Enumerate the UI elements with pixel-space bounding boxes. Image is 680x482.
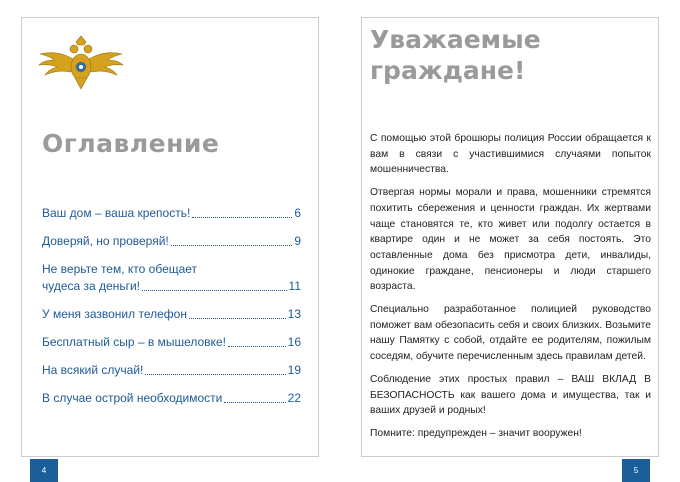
table-of-contents: [42, 205, 301, 407]
page-number-right: 5: [622, 459, 650, 482]
toc-item-label: В случае острой необходимости: [42, 391, 223, 405]
toc-item[interactable]: [42, 306, 301, 323]
paragraph: Отвергая нормы морали и права, мошенники стремятся похитить сбережения и ценности граждан. Их жертвами чаще становятся те, кто живет или подолгу остается в квартире один и не может за себя постоять. Это оставленные дома без присмотра дети, инвалиды, одинокие граждане, пенсионеры и люди старшего возраста.: [370, 187, 651, 293]
toc-item-label: Доверяй, но проверяй!: [42, 234, 169, 248]
paragraph: С помощью этой брошюры полиция России обращается к вам в связи с участившимися случаями попыток мошенничества.: [370, 133, 651, 176]
toc-item-label-line1: Не верьте тем, кто обещает: [42, 262, 198, 276]
toc-item-label: На всякий случай!: [42, 363, 144, 377]
toc-item-page: 13: [287, 307, 301, 321]
greeting-line1: Уважаемые: [370, 25, 541, 54]
right-page: [361, 17, 659, 457]
left-page: [21, 17, 319, 457]
toc-item-page: 19: [287, 363, 301, 377]
toc-item-label: чудеса за деньги!: [42, 279, 141, 293]
toc-item[interactable]: [42, 390, 301, 407]
toc-leader-dots: [228, 346, 286, 347]
toc-item[interactable]: [42, 261, 301, 295]
toc-item[interactable]: [42, 205, 301, 222]
toc-title: Оглавление: [42, 129, 220, 158]
toc-item-page: 11: [288, 279, 301, 293]
toc-leader-dots: [224, 402, 285, 403]
police-eagle-emblem-icon: [36, 34, 126, 90]
greeting-line2: граждане!: [370, 56, 526, 85]
toc-item-page: 6: [294, 206, 301, 220]
toc-item-label: Ваш дом – ваша крепость!: [42, 206, 191, 220]
paragraph: Помните: предупрежден – значит вооружен!: [370, 427, 582, 439]
toc-leader-dots: [171, 245, 293, 246]
toc-leader-dots: [192, 217, 292, 218]
toc-item-page: 22: [287, 391, 301, 405]
paragraph: Специально разработанное полицией руководство поможет вам обезопасить себя и своих близких. Возьмите нашу Памятку с собой, отдайте ее родителям, пожилым соседям, обучите перечисленным здесь правилам детей.: [370, 304, 651, 363]
toc-item-label: У меня зазвонил телефон: [42, 307, 187, 321]
toc-item-page: 9: [294, 234, 301, 248]
toc-item[interactable]: [42, 362, 301, 379]
toc-leader-dots: [189, 318, 286, 319]
toc-item[interactable]: [42, 233, 301, 250]
toc-leader-dots: [142, 290, 287, 291]
toc-item[interactable]: [42, 334, 301, 351]
paragraph: Соблюдение этих простых правил – ВАШ ВКЛАД В БЕЗОПАСНОСТЬ как вашего дома и имущества, так и ваших друзей и родных!: [370, 373, 651, 417]
toc-item-label: Бесплатный сыр – в мышеловке!: [42, 335, 226, 349]
page-number-left: 4: [30, 459, 58, 482]
body-text: [370, 131, 651, 449]
toc-leader-dots: [145, 374, 285, 375]
toc-item-page: 16: [287, 335, 301, 349]
greeting-heading: [370, 24, 541, 86]
